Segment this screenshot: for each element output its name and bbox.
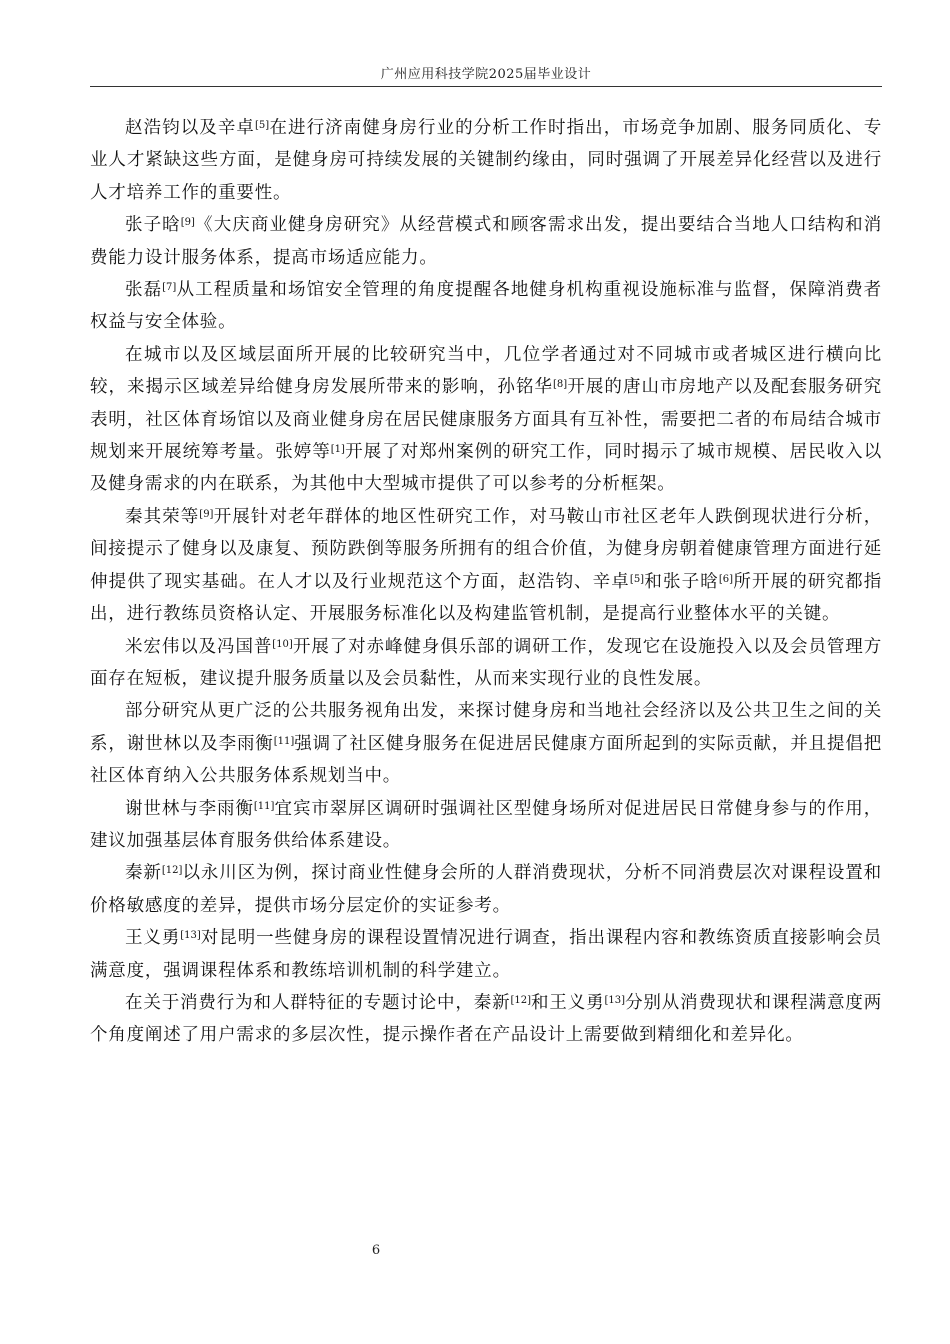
paragraph-text: 谢世林与李雨衡: [125, 798, 254, 819]
paragraph-text: 开展了对赤峰健身俱乐部的调研工作，发现它在设施投入以及会员管理方面存在短板，建议提升服务质量以及会员黏性，从而来实现行业的良性发展。: [90, 636, 882, 689]
citation-ref: [13]: [180, 930, 201, 942]
page-number: 6: [371, 1243, 381, 1258]
paragraph-text: 从工程质量和场馆安全管理的角度提醒各地健身机构重视设施标准与监督，保障消费者权益与安全体验。: [90, 280, 882, 333]
citation-ref: [7]: [162, 282, 177, 294]
paragraph-text: 在关于消费行为和人群特征的专题讨论中，秦新: [125, 992, 511, 1013]
paragraph-5: [90, 501, 882, 631]
citation-ref: [5]: [629, 573, 645, 585]
paragraph-text: 开展了对郑州案例的研究工作，同时揭示了城市规模、居民收入以及健身需求的内在联系，为其他中大型城市提供了可以参考的分析框架。: [90, 442, 883, 495]
paragraph-text: 秦其荣等: [125, 506, 200, 527]
paragraph-text: 和王义勇: [531, 992, 605, 1013]
header-divider: [90, 86, 882, 87]
paragraph-text: 部分研究从更广泛的公共服务视角出发，来探讨健身房和当地社会经济以及公共卫生之间的关系，谢世林以及李雨衡: [90, 701, 882, 754]
paragraph-text: 秦新: [125, 863, 162, 884]
paragraph-6: [90, 631, 882, 696]
paragraph-text: 米宏伟以及冯国普: [125, 636, 273, 657]
paragraph-text: 开展针对老年群体的地区性研究工作，对马鞍山市社区老年人跌倒现状进行分析，间接提示了健身以及康复、预防跌倒等服务所拥有的组合价值，为健身房朝着健康管理方面进行延伸提供了现实基础。在人才以及行业规范这个方面，赵浩钧、辛卓: [90, 506, 883, 592]
citation-ref: [12]: [510, 994, 531, 1006]
paragraph-text: 张子晗: [125, 215, 181, 236]
paragraph-2: [90, 209, 882, 274]
paragraph-text: 在城市以及区域层面所开展的比较研究当中，几位学者通过对不同城市或者城区进行横向比较，来揭示区域差异给健身房发展所带来的影响，孙铭华: [90, 344, 882, 398]
paragraph-7: [90, 695, 882, 792]
paragraph-text: 张磊: [125, 280, 163, 301]
running-header: 广州应用科技学院2025届毕业设计: [380, 67, 592, 82]
citation-ref: [1]: [330, 444, 345, 456]
citation-ref: [11]: [273, 735, 295, 747]
paragraph-text: 宜宾市翠屏区调研时强调社区型健身场所对促进居民日常健身参与的作用，建议加强基层体育服务供给体系建设。: [90, 798, 882, 851]
citation-ref: [10]: [272, 638, 293, 650]
body-text: [90, 112, 882, 1052]
paragraph-text: 在进行济南健身房行业的分析工作时指出，市场竞争加剧、服务同质化、专业人才紧缺这些方面，是健身房可持续发展的关键制约缘由，同时强调了开展差异化经营以及进行人才培养工作的重要性。: [90, 118, 882, 203]
paragraph-8: [90, 793, 882, 858]
paragraph-text: 和张子晗: [644, 571, 719, 592]
paragraph-text: 对昆明一些健身房的课程设置情况进行调查，指出课程内容和教练资质直接影响会员满意度，强调课程体系和教练培训机制的科学建立。: [90, 928, 882, 981]
paragraph-text: 开展的唐山市房地产以及配套服务研究表明，社区体育场馆以及商业健身房在居民健康服务方面具有互补性，需要把二者的布局结合城市规划来开展统筹考量。张婷等: [90, 377, 883, 463]
citation-ref: [13]: [604, 994, 626, 1006]
citation-ref: [8]: [553, 379, 568, 391]
paragraph-9: [90, 857, 882, 922]
citation-ref: [6]: [718, 573, 734, 585]
citation-ref: [9]: [180, 217, 195, 229]
paragraph-text: 强调了社区健身服务在促进居民健康方面所起到的实际贡献，并且提倡把社区体育纳入公共服务体系规划当中。: [90, 733, 882, 787]
citation-ref: [12]: [161, 865, 183, 877]
paragraph-text: 《大庆商业健身房研究》从经营模式和顾客需求出发，提出要结合当地人口结构和消费能力设计服务体系，提高市场适应能力。: [90, 215, 882, 268]
citation-ref: [9]: [199, 508, 214, 520]
paragraph-text: 王义勇: [125, 928, 181, 949]
paragraph-text: 赵浩钧以及辛卓: [125, 118, 255, 138]
citation-ref: [5]: [255, 120, 270, 131]
paragraph-11: [90, 987, 882, 1052]
citation-ref: [11]: [253, 800, 275, 812]
paragraph-4: [90, 339, 882, 501]
paragraph-1: [90, 112, 882, 209]
paragraph-text: 分别从消费现状和课程满意度两个角度阐述了用户需求的多层次性，提示操作者在产品设计上需要做到精细化和差异化。: [90, 992, 882, 1046]
paragraph-text: 以永川区为例，探讨商业性健身会所的人群消费现状，分析不同消费层次对课程设置和价格敏感度的差异，提供市场分层定价的实证参考。: [90, 863, 882, 916]
paragraph-10: [90, 922, 882, 987]
paragraph-text: 所开展的研究都指出，进行教练员资格认定、开展服务标准化以及构建监管机制，是提高行业整体水平的关键。: [90, 571, 883, 625]
paragraph-3: [90, 274, 882, 339]
